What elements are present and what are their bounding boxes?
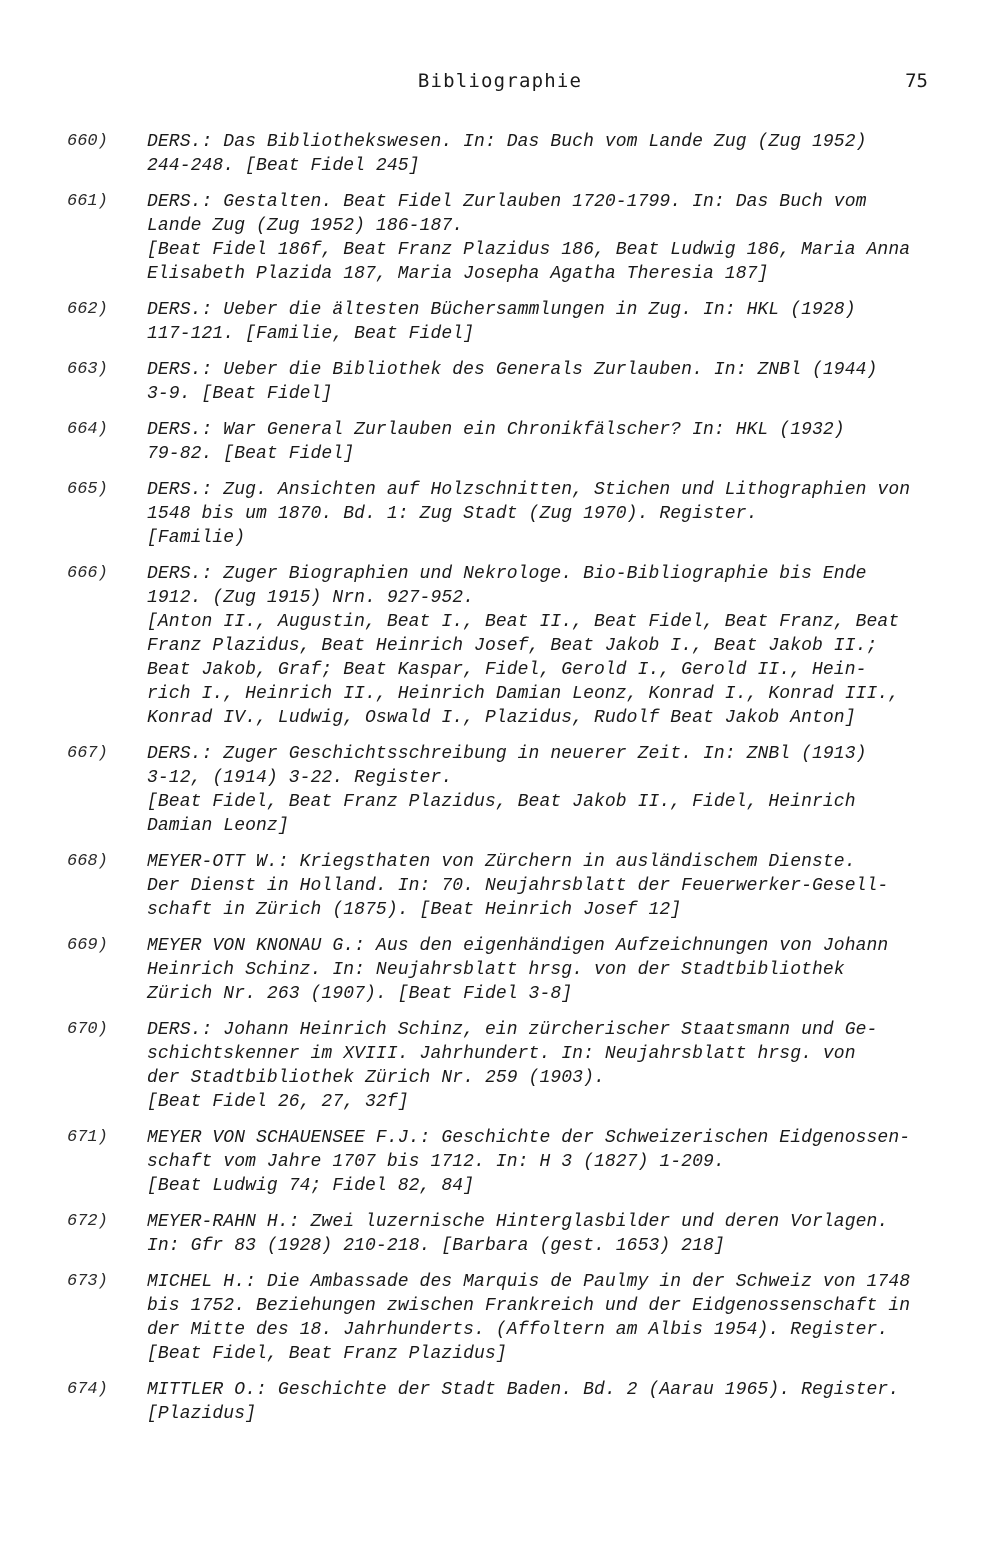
- entry-line: MITTLER O.: Geschichte der Stadt Baden. Bd. 2 (Aarau 1965). Register.: [147, 1380, 900, 1400]
- entry-line: 3-12, (1914) 3-22. Register.: [147, 768, 453, 788]
- bibliography-entry: [0, 130, 1000, 178]
- bibliography-entry: [0, 850, 1000, 922]
- bibliography-entry: [0, 1270, 1000, 1366]
- entry-line: schaft vom Jahre 1707 bis 1712. In: H 3 (1827) 1-209.: [147, 1152, 725, 1172]
- entry-line: 79-82. [Beat Fidel]: [147, 444, 355, 464]
- entry-line: DERS.: Das Bibliothekswesen. In: Das Buch vom Lande Zug (Zug 1952): [147, 132, 867, 152]
- entry-line: [Beat Fidel 26, 27, 32f]: [147, 1092, 409, 1112]
- page-title: Bibliographie: [417, 70, 583, 92]
- bibliography-entry: [0, 418, 1000, 466]
- entry-line: MEYER-OTT W.: Kriegsthaten von Zürchern in ausländischem Dienste.: [147, 852, 856, 872]
- bibliography-entry: [0, 562, 1000, 730]
- bibliography-entry: [0, 478, 1000, 550]
- entry-line: 1548 bis um 1870. Bd. 1: Zug Stadt (Zug 1970). Register.: [147, 504, 758, 524]
- entry-number: 668): [67, 852, 108, 871]
- entry-number: 666): [67, 564, 108, 583]
- entry-line: MEYER VON SCHAUENSEE F.J.: Geschichte der Schweizerischen Eidgenossen-: [147, 1128, 911, 1148]
- entry-line: DERS.: Johann Heinrich Schinz, ein zürcherischer Staatsmann und Ge-: [147, 1020, 878, 1040]
- bibliography-entry: [0, 298, 1000, 346]
- bibliography-entry: [0, 358, 1000, 406]
- entry-number: 671): [67, 1128, 108, 1147]
- bibliography-entry: [0, 1018, 1000, 1114]
- entry-line: Heinrich Schinz. In: Neujahrsblatt hrsg. von der Stadtbibliothek: [147, 960, 845, 980]
- entry-line: In: Gfr 83 (1928) 210-218. [Barbara (gest. 1653) 218]: [147, 1236, 725, 1256]
- entry-text: [147, 1210, 947, 1258]
- entry-text: [147, 298, 947, 346]
- bibliography-entry: [0, 1210, 1000, 1258]
- entry-line: 3-9. [Beat Fidel]: [147, 384, 333, 404]
- page-number: 75: [905, 70, 928, 92]
- entry-line: Franz Plazidus, Beat Heinrich Josef, Beat Jakob I., Beat Jakob II.;: [147, 636, 878, 656]
- bibliography-entry: [0, 934, 1000, 1006]
- entry-line: [Anton II., Augustin, Beat I., Beat II., Beat Fidel, Beat Franz, Beat: [147, 612, 900, 632]
- entry-line: DERS.: Ueber die Bibliothek des Generals Zurlauben. In: ZNBl (1944): [147, 360, 878, 380]
- entry-text: [147, 562, 947, 730]
- entry-number: 673): [67, 1272, 108, 1291]
- entry-line: Damian Leonz]: [147, 816, 289, 836]
- bibliography-entries: [0, 130, 1000, 1438]
- entry-line: Elisabeth Plazida 187, Maria Josepha Agatha Theresia 187]: [147, 264, 769, 284]
- entry-text: [147, 130, 947, 178]
- entry-text: [147, 934, 947, 1006]
- entry-text: [147, 1126, 947, 1198]
- entry-text: [147, 1270, 947, 1366]
- entry-text: [147, 850, 947, 922]
- entry-line: Der Dienst in Holland. In: 70. Neujahrsblatt der Feuerwerker-Gesell-: [147, 876, 889, 896]
- entry-line: [Beat Ludwig 74; Fidel 82, 84]: [147, 1176, 475, 1196]
- entry-text: [147, 418, 947, 466]
- entry-text: [147, 478, 947, 550]
- entry-line: MEYER VON KNONAU G.: Aus den eigenhändigen Aufzeichnungen von Johann: [147, 936, 889, 956]
- entry-line: [Beat Fidel 186f, Beat Franz Plazidus 186, Beat Ludwig 186, Maria Anna: [147, 240, 911, 260]
- entry-line: schichtskenner im XVIII. Jahrhundert. In: Neujahrsblatt hrsg. von: [147, 1044, 856, 1064]
- entry-line: bis 1752. Beziehungen zwischen Frankreich und der Eidgenossenschaft in: [147, 1296, 911, 1316]
- entry-line: rich I., Heinrich II., Heinrich Damian Leonz, Konrad I., Konrad III.,: [147, 684, 900, 704]
- entry-line: [Beat Fidel, Beat Franz Plazidus, Beat Jakob II., Fidel, Heinrich: [147, 792, 856, 812]
- entry-text: [147, 358, 947, 406]
- bibliography-entry: [0, 1126, 1000, 1198]
- entry-number: 670): [67, 1020, 108, 1039]
- page-header: [0, 68, 1000, 98]
- entry-text: [147, 1378, 947, 1426]
- entry-number: 665): [67, 480, 108, 499]
- entry-number: 672): [67, 1212, 108, 1231]
- entry-line: Lande Zug (Zug 1952) 186-187.: [147, 216, 464, 236]
- entry-number: 674): [67, 1380, 108, 1399]
- entry-line: DERS.: Zuger Biographien und Nekrologe. Bio-Bibliographie bis Ende: [147, 564, 867, 584]
- entry-line: Zürich Nr. 263 (1907). [Beat Fidel 3-8]: [147, 984, 573, 1004]
- entry-line: DERS.: Ueber die ältesten Büchersammlungen in Zug. In: HKL (1928): [147, 300, 856, 320]
- bibliography-entry: [0, 1378, 1000, 1426]
- entry-line: der Mitte des 18. Jahrhunderts. (Affoltern am Albis 1954). Register.: [147, 1320, 889, 1340]
- entry-line: [Plazidus]: [147, 1404, 257, 1424]
- entry-number: 667): [67, 744, 108, 763]
- entry-line: MEYER-RAHN H.: Zwei luzernische Hinterglasbilder und deren Vorlagen.: [147, 1212, 889, 1232]
- bibliography-entry: [0, 190, 1000, 286]
- entry-number: 662): [67, 300, 108, 319]
- entry-number: 660): [67, 132, 108, 151]
- entry-line: DERS.: Zug. Ansichten auf Holzschnitten, Stichen und Lithographien von: [147, 480, 911, 500]
- entry-number: 664): [67, 420, 108, 439]
- entry-line: MICHEL H.: Die Ambassade des Marquis de Paulmy in der Schweiz von 1748: [147, 1272, 911, 1292]
- entry-line: der Stadtbibliothek Zürich Nr. 259 (1903).: [147, 1068, 605, 1088]
- entry-line: 244-248. [Beat Fidel 245]: [147, 156, 420, 176]
- entry-line: [Familie): [147, 528, 246, 548]
- entry-line: Konrad IV., Ludwig, Oswald I., Plazidus, Rudolf Beat Jakob Anton]: [147, 708, 856, 728]
- entry-text: [147, 190, 947, 286]
- entry-line: Beat Jakob, Graf; Beat Kaspar, Fidel, Gerold I., Gerold II., Hein-: [147, 660, 867, 680]
- bibliography-entry: [0, 742, 1000, 838]
- entry-text: [147, 742, 947, 838]
- entry-line: 1912. (Zug 1915) Nrn. 927-952.: [147, 588, 475, 608]
- entry-number: 661): [67, 192, 108, 211]
- entry-number: 663): [67, 360, 108, 379]
- entry-number: 669): [67, 936, 108, 955]
- entry-text: [147, 1018, 947, 1114]
- entry-line: [Beat Fidel, Beat Franz Plazidus]: [147, 1344, 507, 1364]
- entry-line: DERS.: War General Zurlauben ein Chronikfälscher? In: HKL (1932): [147, 420, 845, 440]
- entry-line: 117-121. [Familie, Beat Fidel]: [147, 324, 475, 344]
- entry-line: schaft in Zürich (1875). [Beat Heinrich Josef 12]: [147, 900, 682, 920]
- entry-line: DERS.: Zuger Geschichtsschreibung in neuerer Zeit. In: ZNBl (1913): [147, 744, 867, 764]
- entry-line: DERS.: Gestalten. Beat Fidel Zurlauben 1720-1799. In: Das Buch vom: [147, 192, 867, 212]
